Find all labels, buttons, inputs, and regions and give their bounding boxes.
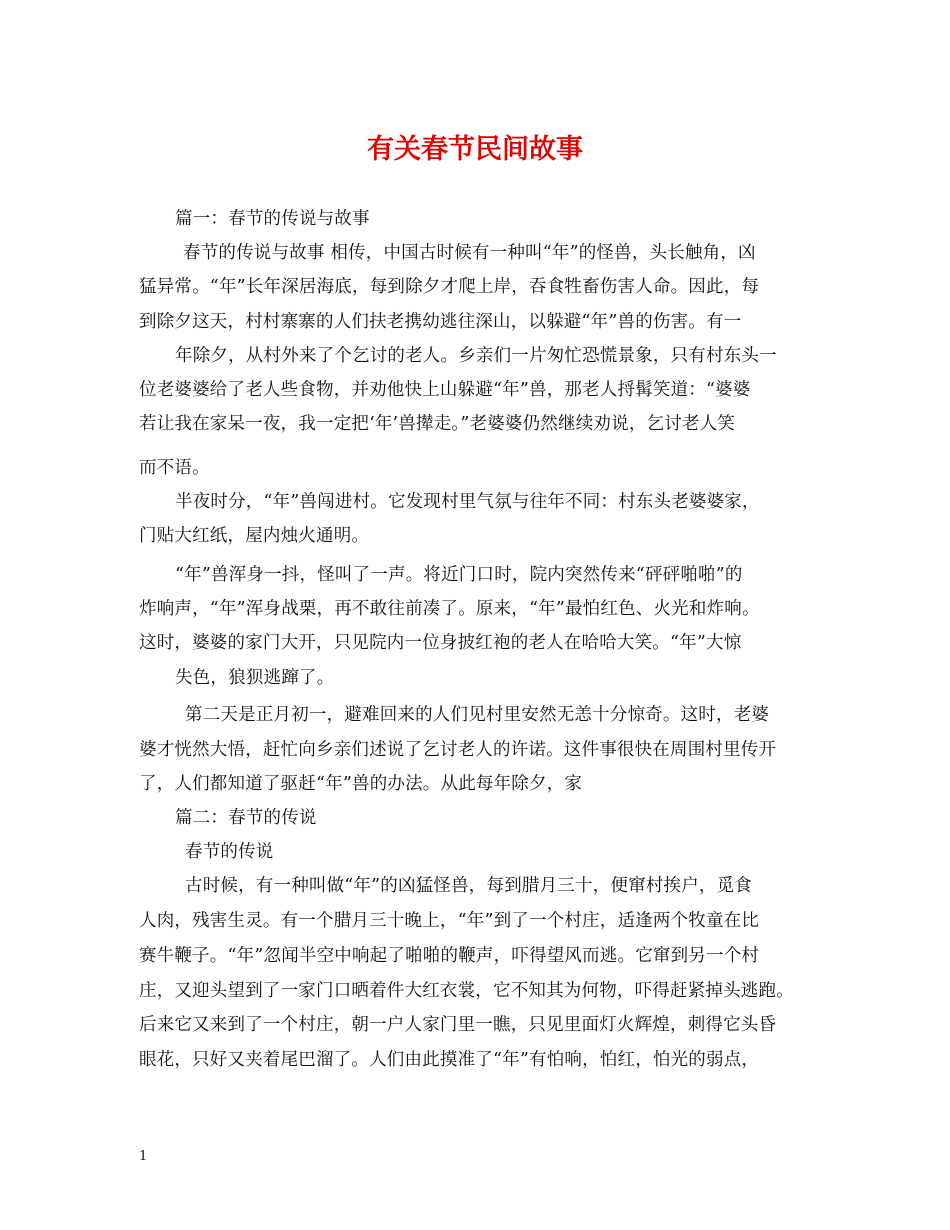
- body-line: 人肉，残害生灵。有一个腊月三十晚上，“年”到了一个村庄，适逢两个牧童在比: [139, 911, 760, 931]
- body-line: 到除夕这天，村村寨寨的人们扶老携幼逃往深山，以躲避“年”兽的伤害。有一: [139, 312, 742, 332]
- body-line: 第二天是正月初一，避难回来的人们见村里安然无恙十分惊奇。这时，老婆: [185, 705, 770, 725]
- body-line: 年除夕，从村外来了个乞讨的老人。乡亲们一片匆忙恐慌景象，只有村东头一: [175, 346, 777, 366]
- document-title: 有关春节民间故事: [367, 134, 583, 165]
- body-line: 春节的传说: [185, 842, 274, 862]
- body-line: 门贴大红纸，屋内烛火通明。: [139, 526, 370, 546]
- body-line: 位老婆婆给了老人些食物，并劝他快上山躲避“年”兽，那老人捋髯笑道：“婆婆: [139, 380, 751, 400]
- body-line: 古时候，有一种叫做“年”的凶猛怪兽，每到腊月三十，便窜村挨户，觅食: [185, 876, 752, 896]
- body-line: 半夜时分，“年”兽闯进村。它发现村里气氛与往年不同：村东头老婆婆家，: [175, 492, 760, 512]
- body-line: 庄，又迎头望到了一家门口晒着件大红衣裳，它不知其为何物，吓得赶紧掉头逃跑。: [139, 981, 794, 1001]
- body-line: 失色，狼狈逃蹿了。: [175, 668, 335, 688]
- body-line: 猛异常。“年”长年深居海底，每到除夕才爬上岸，吞食牲畜伤害人命。因此，每: [139, 277, 760, 297]
- body-line: 赛牛鞭子。“年”忽闻半空中响起了啪啪的鞭声，吓得望风而逃。它窜到另一个村: [139, 946, 760, 966]
- body-line: 眼花，只好又夹着尾巴溜了。人们由此摸准了“年”有怕响，怕红，怕光的弱点，: [139, 1050, 760, 1070]
- body-line: “年”兽浑身一抖，怪叫了一声。将近门口时，院内突然传来“砰砰啪啪”的: [175, 565, 743, 585]
- body-line: 炸响声，“年”浑身战栗，再不敢往前凑了。原来，“年”最怕红色、火光和炸响。: [139, 599, 760, 619]
- body-line: 篇一：春节的传说与故事: [175, 209, 370, 229]
- body-line: 婆才恍然大悟，赶忙向乡亲们述说了乞讨老人的许诺。这件事很快在周围村里传开: [139, 740, 777, 760]
- body-line: 春节的传说与故事 相传，中国古时候有一种叫“年”的怪兽，头长触角，凶: [183, 243, 756, 263]
- body-line: 后来它又来到了一个村庄，朝一户人家门里一瞧，只见里面灯火辉煌，刺得它头昏: [139, 1015, 777, 1035]
- body-line: 篇二：春节的传说: [175, 808, 317, 828]
- body-line: 若让我在家呆一夜，我一定把‘年’兽撵走。”老婆婆仍然继续劝说，乞讨老人笑: [139, 414, 736, 434]
- body-line: 而不语。: [139, 458, 210, 478]
- body-line: 了，人们都知道了驱赶“年”兽的办法。从此每年除夕，家: [139, 774, 583, 794]
- page-number: 1: [139, 1149, 148, 1164]
- body-line: 这时，婆婆的家门大开，只见院内一位身披红袍的老人在哈哈大笑。“年”大惊: [139, 633, 742, 653]
